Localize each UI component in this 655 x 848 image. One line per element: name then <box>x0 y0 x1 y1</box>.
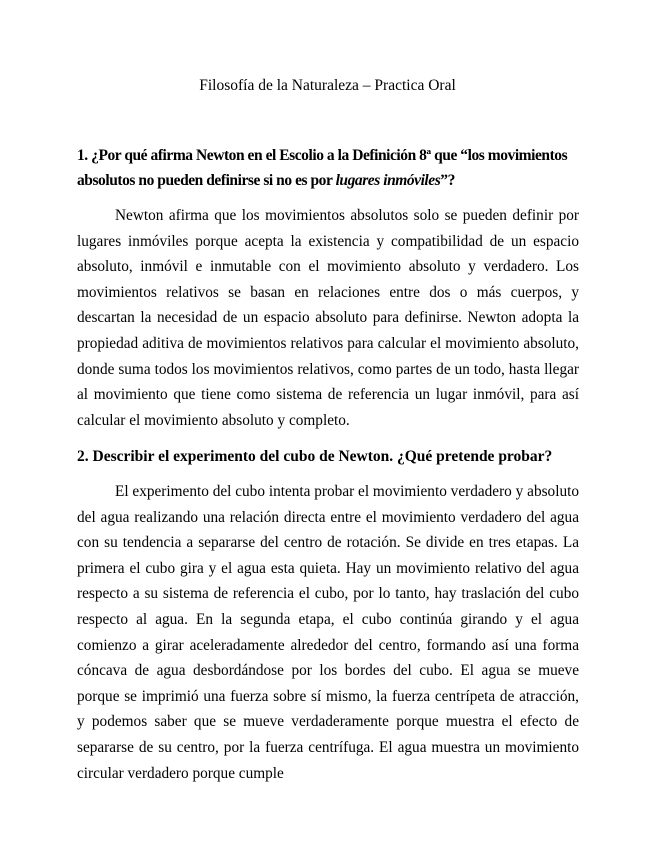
question-1-heading-text: 1. ¿Por qué afirma Newton en el Escolio a la Definición 8ª que “los movimientos absolutos no pueden definirse si no es por <box>77 147 568 189</box>
question-1-heading-emphasis: lugares inmóviles <box>335 172 441 189</box>
question-1-heading-closing: ”? <box>440 172 455 189</box>
question-2-answer: El experimento del cubo intenta probar el movimiento verdadero y absoluto del agua realizando una relación directa entre el movimiento verdadero del agua con su tendencia a separarse del centro de rotación. Se divide en tres etapas. La primera el cubo gira y el agua esta quieta. Hay un movimiento relativo del agua respecto a su sistema de referencia el cubo, por lo tanto, hay traslación del cubo respecto al agua. En la segunda etapa, el cubo continúa girando y el agua comienzo a girar aceleradamente alrededor del centro, formando así una forma cóncava de agua desbordándose por los bordes del cubo. El agua se mueve porque se imprimió una fuerza sobre sí mismo, la fuerza centrípeta de atracción, y podemos saber que se mueve verdaderamente porque muestra el efecto de separarse de su centro, por la fuerza centrífuga. El agua muestra un movimiento circular verdadero porque cumple <box>77 483 579 782</box>
question-1-answer: Newton afirma que los movimientos absolutos solo se pueden definir por lugares inmóviles porque acepta la existencia y compatibilidad de un espacio absoluto, inmóvil e inmutable con el movimiento absoluto y verdadero. Los movimientos relativos se basan en relaciones entre dos o más cuerpos, y descartan la necesidad de un espacio absoluto para definirse. Newton adopta la propiedad aditiva de movimientos relativos para calcular el movimiento absoluto, donde suma todos los movimientos relativos, como partes de un todo, hasta llegar al movimiento que tiene como sistema de referencia un lugar inmóvil, para así calcular el movimiento absoluto y completo. <box>77 207 579 429</box>
question-2-heading: 2. Describir el experimento del cubo de Newton. ¿Qué pretende probar? <box>77 448 553 465</box>
document-title: Filosofía de la Naturaleza – Practica Oral <box>199 77 456 94</box>
question-1-heading <box>77 143 579 193</box>
